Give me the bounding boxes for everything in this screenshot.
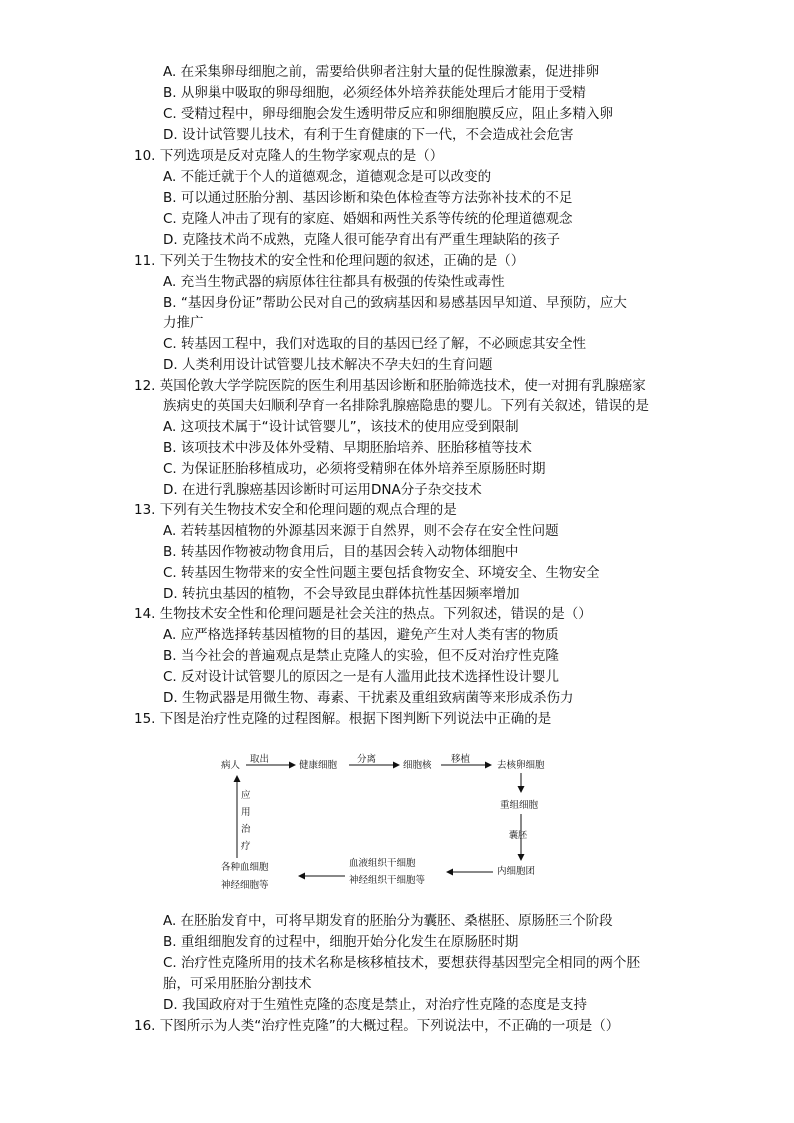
node-healthy-cell: 健康细胞 [299, 760, 338, 771]
label-take-out: 取出 [250, 754, 270, 765]
q13-option-d: D. 转抗虫基因的植物，不会导致昆虫群体抗性基因频率增加 [163, 586, 520, 602]
node-blood-cells: 各种血细胞 [221, 862, 269, 873]
node-patient: 病人 [221, 760, 241, 771]
node-nerve-cells: 神经细胞等 [221, 880, 269, 891]
q11-option-b: B. “基因身份证”帮助公民对自己的致病基因和易感基因早知道、早预防，应大 [163, 295, 627, 311]
q15-option-b: B. 重组细胞发育的过程中，细胞开始分化发生在原肠胚时期 [163, 934, 519, 950]
q12-stem-continued: 族病史的英国夫妇顺利孕育一名排除乳腺癌隐患的婴儿。下列有关叙述，错误的是 [163, 398, 649, 414]
q12-option-c: C. 为保证胚胎移植成功，必须将受精卵在体外培养至原肠胚时期 [163, 461, 546, 477]
label-apply-2: 用 [241, 807, 251, 818]
q10-option-b: B. 可以通过胚胎分割、基因诊断和染色体检查等方法弥补技术的不足 [163, 190, 573, 206]
label-separate: 分离 [357, 754, 377, 765]
q16-stem: 16. 下图所示为人类“治疗性克隆”的大概过程。下列说法中，不正确的一项是（） [134, 1018, 620, 1034]
q14-option-c: C. 反对设计试管婴儿的原因之一是有人滥用此技术选择性设计婴儿 [163, 669, 560, 685]
node-stem-cells-line1: 血液组织干细胞 [349, 858, 416, 869]
q13-stem: 13. 下列有关生物技术安全和伦理问题的观点合理的是 [134, 502, 457, 518]
q13-option-a: A. 若转基因植物的外源基因来源于自然界，则不会存在安全性问题 [163, 523, 559, 539]
q9-option-a: A. 在采集卵母细胞之前，需要给供卵者注射大量的促性腺激素，促进排卵 [163, 64, 600, 80]
q12-stem: 12. 英国伦敦大学学院医院的医生利用基因诊断和胚胎筛选技术，使一对拥有乳腺癌家 [134, 378, 646, 394]
label-apply-3: 治 [241, 824, 251, 835]
q11-stem: 11. 下列关于生物技术的安全性和伦理问题的叙述，正确的是（） [134, 253, 525, 269]
q11-option-a: A. 充当生物武器的病原体往往都具有极强的传染性或毒性 [163, 274, 505, 290]
q13-option-b: B. 转基因作物被动物食用后，目的基因会转入动物体细胞中 [163, 544, 519, 560]
q12-option-a: A. 这项技术属于“设计试管婴儿”，该技术的使用应受到限制 [163, 419, 519, 435]
node-enucleated-egg: 去核卵细胞 [497, 760, 545, 771]
q10-option-c: C. 克隆人冲击了现有的家庭、婚姻和两性关系等传统的伦理道德观念 [163, 211, 573, 227]
q15-stem: 15. 下图是治疗性克隆的过程图解。根据下图判断下列说法中正确的是 [134, 711, 552, 727]
q11-option-d: D. 人类利用设计试管婴儿技术解决不孕夫妇的生育问题 [163, 357, 493, 373]
node-inner-cell-mass: 内细胞团 [497, 866, 536, 877]
q12-option-b: B. 该项技术中涉及体外受精、早期胚胎培养、胚胎移植等技术 [163, 440, 532, 456]
q15-option-d: D. 我国政府对于生殖性克隆的态度是禁止，对治疗性克隆的态度是支持 [163, 997, 587, 1013]
q15-option-a: A. 在胚胎发育中，可将早期发育的胚胎分为囊胚、桑椹胚、原肠胚三个阶段 [163, 913, 613, 929]
q11-option-b-continued: 力推广 [163, 315, 204, 331]
q12-option-d: D. 在进行乳腺癌基因诊断时可运用DNA分子杂交技术 [163, 482, 482, 498]
q15-option-c: C. 治疗性克隆所用的技术名称是核移植技术，要想获得基因型完全相同的两个胚 [163, 955, 641, 971]
q14-option-d: D. 生物武器是用微生物、毒素、干扰素及重组致病菌等来形成杀伤力 [163, 690, 574, 706]
therapeutic-cloning-diagram [215, 748, 595, 906]
label-blastocyst: 囊胚 [509, 831, 528, 841]
q14-option-b: B. 当今社会的普遍观点是禁止克隆人的实验，但不反对治疗性克隆 [163, 648, 559, 664]
q14-option-a: A. 应严格选择转基因植物的目的基因，避免产生对人类有害的物质 [163, 627, 559, 643]
label-transplant: 移植 [451, 754, 471, 765]
q11-option-c: C. 转基因工程中，我们对选取的目的基因已经了解，不必顾虑其安全性 [163, 336, 587, 352]
q15-option-c-continued: 胎，可采用胚胎分割技术 [163, 976, 312, 992]
label-apply-1: 应 [241, 790, 251, 801]
q10-option-a: A. 不能迁就于个人的道德观念，道德观念是可以改变的 [163, 169, 492, 185]
node-recombinant-cell: 重组细胞 [500, 800, 539, 811]
node-stem-cells-line2: 神经组织干细胞等 [349, 875, 426, 886]
q9-option-c: C. 受精过程中，卵母细胞会发生透明带反应和卵细胞膜反应，阻止多精入卵 [163, 106, 614, 122]
q13-option-c: C. 转基因生物带来的安全性问题主要包括食物安全、环境安全、生物安全 [163, 565, 600, 581]
node-nucleus: 细胞核 [403, 760, 432, 771]
q9-option-b: B. 从卵巢中吸取的卵母细胞，必须经体外培养获能处理后才能用于受精 [163, 85, 586, 101]
label-apply-4: 疗 [241, 841, 251, 852]
q10-option-d: D. 克隆技术尚不成熟，克隆人很可能孕育出有严重生理缺陷的孩子 [163, 232, 560, 248]
q10-stem: 10. 下列选项是反对克隆人的生物学家观点的是（） [134, 148, 444, 164]
q9-option-d: D. 设计试管婴儿技术，有利于生育健康的下一代，不会造成社会危害 [163, 127, 574, 143]
q14-stem: 14. 生物技术安全性和伦理问题是社会关注的热点。下列叙述，错误的是（） [134, 606, 592, 622]
